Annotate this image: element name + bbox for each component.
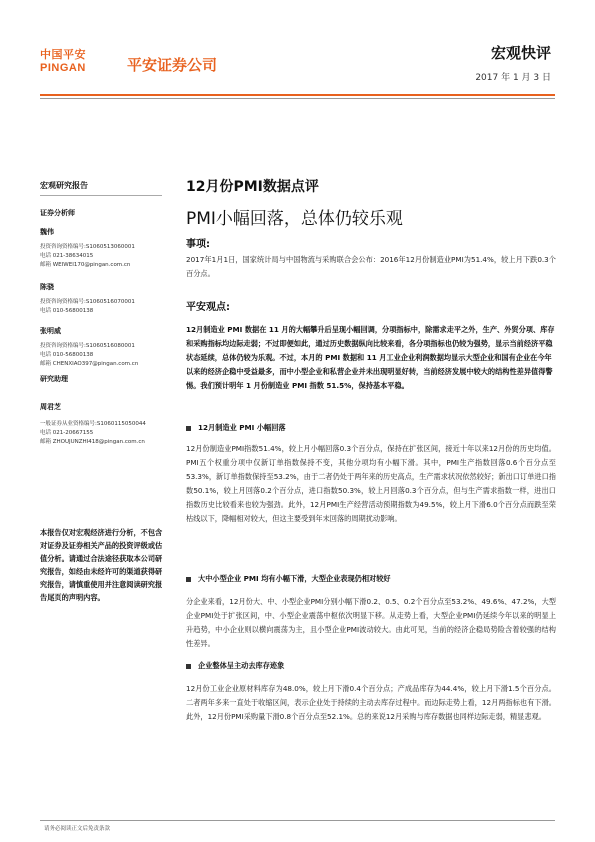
bullet-title: 企业整体呈主动去库存迹象 (198, 661, 285, 670)
analyst-detail: 投资咨询资格编号:S1060513060001 (40, 244, 135, 250)
assistant-detail: 电话 021-20667155 (40, 430, 94, 436)
bullet-heading (186, 661, 284, 671)
analyst-name: 魏伟 (40, 228, 54, 236)
report-type: 宏观快评 (490, 44, 551, 62)
bullet-text: 12月份工业企业原材料库存为48.0%，较上月下滑0.4个百分点；产成品库存为44.4%，较上月下滑1.5个百分点。二者两年多来一直处于收缩区间，表示企业处于持续的主动去库存过程中。而边际走势上看，12月两指标也有下滑。此外，12月份PMI采购量下滑0.8个百分点至52.1%。总的来说12月采购与库存数据也同样边际走弱，精显悲观。 (186, 684, 556, 721)
assistant-heading: 研究助理 (40, 375, 68, 383)
view-heading: 平安观点: (186, 302, 230, 313)
report-title: 12月份PMI数据点评 (186, 179, 319, 195)
report-subtitle: PMI小幅回落，总体仍较乐观 (186, 209, 403, 229)
bullet-title: 大中小型企业 PMI 均有小幅下滑，大型企业表现仍相对较好 (198, 574, 391, 583)
assistant-detail: 一般证券从业资格编号:S1060115050044 (40, 421, 146, 427)
square-bullet-icon (186, 426, 191, 431)
bullet-heading (186, 574, 391, 584)
analyst-heading: 证券分析师 (40, 209, 75, 217)
analyst-detail: 电话 010-56800138 (40, 308, 94, 314)
analyst-detail: 投资咨询资格编号:S1060516070001 (40, 299, 135, 305)
square-bullet-icon (186, 577, 191, 582)
analyst-detail: 电话 010-56800138 (40, 352, 94, 358)
analyst-email: 邮箱 WEIWEI170@pingan.com.cn (40, 262, 131, 268)
footer-rule (40, 820, 555, 821)
header-rule-thin (40, 98, 555, 99)
header-rule (40, 94, 555, 96)
logo-en: PINGAN (40, 62, 86, 74)
sidebar-section-title: 宏观研究报告 (40, 181, 88, 190)
sidebar-disclaimer: 本报告仅对宏观经济进行分析，不包含对证券及证券相关产品的投资评级或估值分析。请通过合法途径获取本公司研究报告，如经由未经许可的渠道获得研究报告，请慎重使用并注意阅读研究报告尾页的声明内容。 (40, 528, 163, 602)
analyst-name: 陈骁 (40, 283, 54, 291)
square-bullet-icon (186, 664, 191, 669)
event-heading: 事项: (186, 239, 210, 250)
analyst-detail: 投资咨询资格编号:S1060516080001 (40, 343, 135, 349)
bullet-heading (186, 423, 286, 433)
event-text: 2017年1月1日，国家统计局与中国物流与采购联合会公布：2016年12月份制造业PMI为51.4%，较上月下跌0.3个百分点。 (186, 255, 556, 278)
company-name: 平安证券公司 (127, 56, 218, 74)
report-date: 2017 年 1 月 3 日 (475, 73, 551, 83)
analyst-email: 邮箱 CHENXIAO397@pingan.com.cn (40, 361, 139, 367)
view-text: 12月制造业 PMI 数据在 11 月的大幅攀升后呈现小幅回调，分项指标中，除需求走平之外，生产、外贸分项、库存和采购指标均边际走弱；不过即便如此，通过历史数据纵向比较来看，各分项指标也仍较为强势，显示当前经济平稳状态延续，总体仍较为乐观。不过，本月的 PMI 数据和 11 月工业企业利润数据均显示大型企业和国有企业在今年以来的经济企稳中受益最多，而中小型企业和私营企业并未出现明显好转，当前经济发展中较大的结构性差异值得警惕。我们预计明年 1 月份制造业 PMI 指数 51.5%，保持基本平稳。 (186, 325, 555, 390)
sidebar-rule (40, 195, 162, 196)
assistant-name: 周君芝 (40, 403, 61, 411)
footer-note: 请务必阅读正文后免责条款 (44, 826, 111, 832)
bullet-title: 12月制造业 PMI 小幅回落 (198, 423, 286, 432)
bullet-text: 分企业来看，12月份大、中、小型企业PMI分别小幅下滑0.2、0.5、0.2个百分点至53.2%、49.6%、47.2%，大型企业PMI处于扩张区间，中、小型企业震荡中枢依次明显下移。从走势上看，大型企业PMI仍延续今年以来的明显上升趋势，中小企业则以横向震荡为主，且小型企业PMI波动较大。由此可见，当前的经济企稳局势险含着较强的结构性差异。 (186, 597, 556, 648)
analyst-detail: 电话 021-38634015 (40, 253, 94, 259)
logo-cn: 中国平安 (40, 48, 86, 61)
analyst-name: 张明威 (40, 327, 61, 335)
assistant-email: 邮箱 ZHOUJUNZHI418@pingan.com.cn (40, 439, 145, 445)
bullet-text: 12月份制造业PMI指数51.4%，较上月小幅回落0.3个百分点，保持在扩张区间，接近十年以来12月份的历史均值。PMI五个权重分项中仅新订单指数保持不变，其他分项均有小幅下滑。其中，PMI生产指数回落0.6个百分点至53.3%，新订单指数保持至53.2%，由于二者仍处于两年来的历史高点，生产需求状况依然较好；新出口订单进口指数50.1%，较上月回落0.2个百分点，进口指数50.3%，较上月回落0.3个百分点，但与生产需求指数一样，进出口指数历史比较看来也较为强劲。此外，12月PMI生产经营活动预期指数为49.5%，较上月下滑6.0个百分点而跌至荣枯线以下，降幅相对较大，但这主要受到年末回落的周期扰动影响。 (186, 444, 556, 523)
